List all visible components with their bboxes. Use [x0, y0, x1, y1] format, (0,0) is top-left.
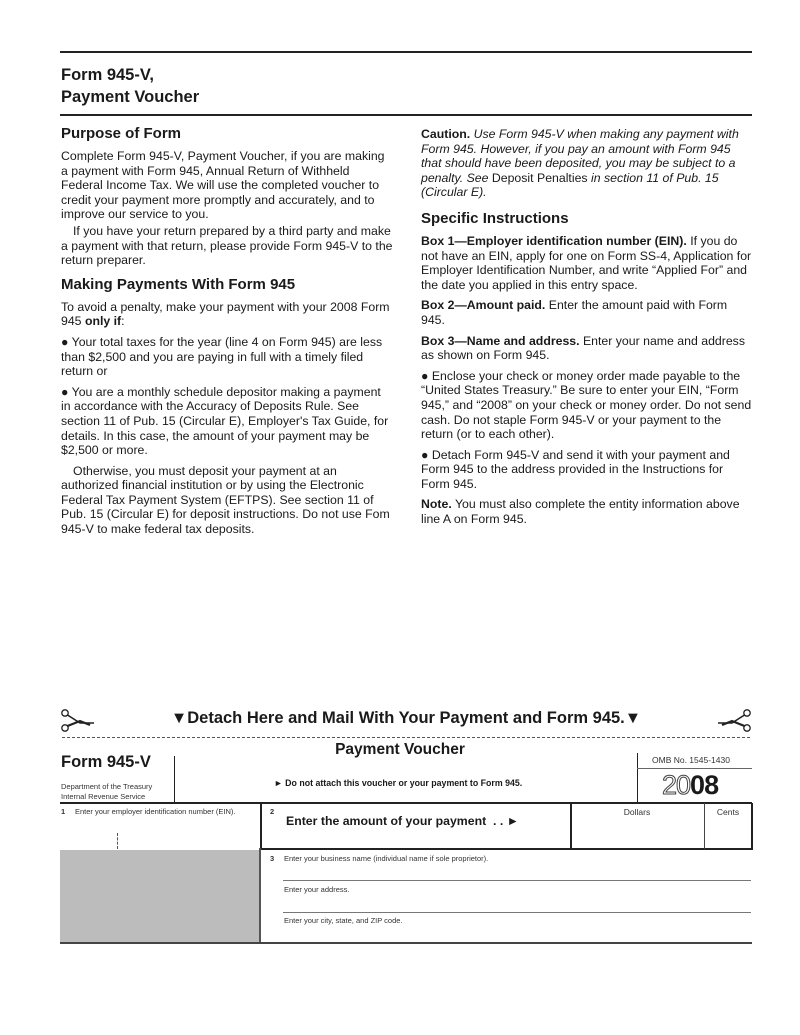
- omb-number: OMB No. 1545-1430: [652, 755, 730, 765]
- voucher-left-divider: [174, 756, 175, 803]
- box1-ein: [60, 803, 260, 850]
- box2-number: 2: [270, 807, 275, 816]
- box1-number: 1: [61, 807, 66, 816]
- specific-instructions-heading: Specific Instructions: [421, 209, 569, 227]
- dollars-input[interactable]: [570, 803, 705, 850]
- box1-label: Enter your employer identification number (EIN).: [75, 807, 236, 816]
- box2-instruction: Box 2—Amount paid. Enter the amount paid with Form 945.: [421, 298, 728, 327]
- city-state-zip-label: Enter your city, state, and ZIP code.: [284, 916, 403, 925]
- note-paragraph: Note. You must also complete the entity information above line A on Form 945.: [421, 497, 740, 527]
- box2-label: Enter the amount of your payment . . ►: [286, 814, 519, 828]
- address-input[interactable]: [283, 895, 751, 913]
- business-name-input[interactable]: [283, 864, 751, 881]
- box1-instruction: Box 1—Employer identification number (EIN). If you do not have an EIN, apply for one on Form SS-4, Application for Employer Identification Number, and write “Applied For” and the date you applied in this entry space.: [421, 233, 752, 292]
- cents-label: Cents: [716, 807, 740, 817]
- purpose-paragraph-1: Complete Form 945-V, Payment Voucher, if you are making a payment with Form 945, Annual Return of Withheld Federal Income Tax. We will use the completed voucher to credit your payment more promptly and accurately, and to improve our service to you.: [61, 149, 385, 222]
- scissors-icon: [718, 708, 752, 734]
- detach-line: [60, 706, 752, 734]
- title-bottom-rule: [60, 114, 752, 116]
- ein-input[interactable]: [60, 819, 258, 849]
- right-column: [421, 127, 753, 533]
- bullet-icon: ●: [421, 447, 432, 462]
- bullet-icon: ●: [421, 368, 432, 383]
- omb-divider: [637, 753, 638, 803]
- making-payments-intro: To avoid a penalty, make your payment with your 2008 Form 945 only if:: [61, 299, 390, 329]
- omb-rule: [637, 768, 752, 769]
- caution-paragraph: Caution. Use Form 945-V when making any payment with Form 945. However, if you pay an amount with Form 945 that should have been deposited, you may be subject to a penalty. See Deposit Penalties in section 11 of Pub. 15 (Circular E).: [421, 127, 739, 200]
- detach-bullet: ● Detach Form 945-V and send it with your payment and Form 945 to the address provided in the Instructions for Form 945.: [421, 447, 730, 491]
- making-payments-bullet-1: ● Your total taxes for the year (line 4 on Form 945) are less than $2,500 and you are paying in full with a timely filed return or: [61, 334, 383, 379]
- top-rule: [60, 51, 752, 53]
- purpose-heading: Purpose of Form: [61, 125, 182, 142]
- bullet-icon: ●: [61, 334, 72, 349]
- title-line-2: Payment Voucher: [61, 88, 200, 106]
- enclose-bullet: ● Enclose your check or money order made payable to the “United States Treasury.” Be sure to enter your EIN, “Form 945,” and “2008” on your check or money order. Do not send cash. Do not staple Form 945-V or your payment to the return (or to each other).: [421, 368, 752, 442]
- do-not-attach-notice: ► Do not attach this voucher or your payment to Form 945.: [274, 778, 523, 788]
- left-column: [61, 125, 393, 543]
- otherwise-paragraph: Otherwise, you must deposit your payment at an authorized financial institution or by using the Electronic Federal Tax Payment System (EFTPS). See section 11 of Pub. 15 (Circular E) for deposit instructions. Do not use Fom 945-V to make federal tax deposits.: [61, 463, 390, 537]
- detach-instruction: ▼Detach Here and Mail With Your Payment and Form 945.▼: [170, 709, 642, 727]
- box3-label: Enter your business name (individual name if sole proprietor).: [284, 854, 489, 863]
- ein-separator: [117, 833, 118, 849]
- cut-line: [62, 737, 750, 738]
- tax-year: 2008: [662, 770, 719, 800]
- box3-instruction: Box 3—Name and address. Enter your name and address as shown on Form 945.: [421, 333, 745, 363]
- cents-input[interactable]: [705, 803, 753, 850]
- purpose-paragraph-2: If you have your return prepared by a third party and make a payment with that return, please provide Form 945-V to the return preparer.: [61, 223, 393, 268]
- dollars-label: Dollars: [623, 807, 651, 817]
- making-payments-heading: Making Payments With Form 945: [61, 275, 296, 293]
- city-state-zip-input[interactable]: [283, 926, 751, 940]
- voucher-bottom-rule: [60, 942, 752, 944]
- shaded-area: [60, 850, 259, 942]
- voucher-form-name: Form 945-V: [61, 753, 151, 771]
- box3-number: 3: [270, 854, 275, 863]
- making-payments-bullet-2: ● You are a monthly schedule depositor making a payment in accordance with the Accuracy of Deposits Rule. See section 11 of Pub. 15 (Circular E), Employer's Tax Guide, for details. In this case, the amount of your payment may be $2,500 or more.: [61, 384, 389, 458]
- page-title: [61, 64, 199, 108]
- voucher-title: Payment Voucher: [335, 741, 465, 758]
- box3-name-address: [261, 850, 752, 942]
- bullet-icon: ●: [61, 384, 72, 399]
- voucher-department: Department of the Treasury Internal Revenue Service: [61, 782, 153, 801]
- title-line-1: Form 945-V,: [61, 66, 154, 84]
- box2-amount: [260, 803, 572, 850]
- address-label: Enter your address.: [284, 885, 350, 894]
